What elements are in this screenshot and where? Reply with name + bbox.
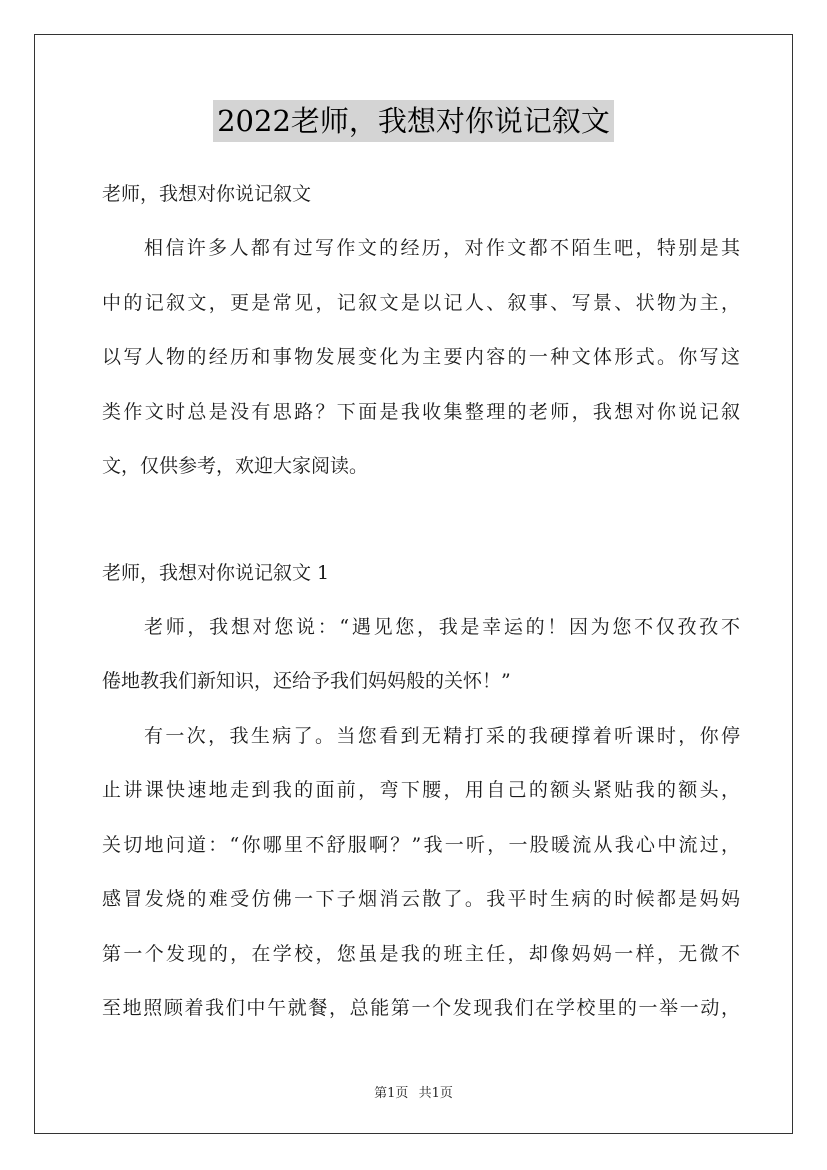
page-footer — [0, 1082, 827, 1101]
page-total: 共1页 — [418, 1086, 453, 1101]
para2-line-3: 关切地问道：“你哪里不舒服啊？”我一听，一股暖流从我心中流过， — [102, 834, 740, 856]
para2-line-1: 有一次，我生病了。当您看到无精打采的我硬撑着听课时，你停 — [144, 725, 740, 747]
para2-line-2: 止讲课快速地走到我的面前，弯下腰，用自己的额头紧贴我的额头， — [102, 779, 740, 801]
para2-line-4: 感冒发烧的难受仿佛一下子烟消云散了。我平时生病的时候都是妈妈 — [102, 888, 740, 910]
intro-line-2: 中的记叙文，更是常见，记叙文是以记人、叙事、写景、状物为主， — [102, 292, 740, 314]
page-number: 第1页 — [374, 1086, 409, 1101]
title-container — [0, 100, 827, 142]
document-subtitle: 老师，我想对你说记叙文 — [102, 183, 312, 205]
intro-line-1: 相信许多人都有过写作文的经历，对作文都不陌生吧，特别是其 — [144, 237, 740, 259]
para1-line-1: 老师，我想对您说：“遇见您，我是幸运的！因为您不仅孜孜不 — [144, 616, 740, 638]
intro-line-4: 类作文时总是没有思路？下面是我收集整理的老师，我想对你说记叙 — [102, 401, 740, 423]
para1-line-2: 倦地教我们新知识，还给予我们妈妈般的关怀！” — [102, 670, 511, 692]
section-heading: 老师，我想对你说记叙文 1 — [102, 562, 330, 584]
intro-line-3: 以写人物的经历和事物发展变化为主要内容的一种文体形式。你写这 — [102, 346, 740, 368]
para2-line-6: 至地照顾着我们中午就餐，总能第一个发现我们在学校里的一举一动， — [102, 997, 740, 1019]
para2-line-5: 第一个发现的，在学校，您虽是我的班主任，却像妈妈一样，无微不 — [102, 943, 740, 965]
document-title: 2022老师，我想对你说记叙文 — [213, 100, 614, 142]
intro-line-5: 文，仅供参考，欢迎大家阅读。 — [102, 455, 369, 477]
